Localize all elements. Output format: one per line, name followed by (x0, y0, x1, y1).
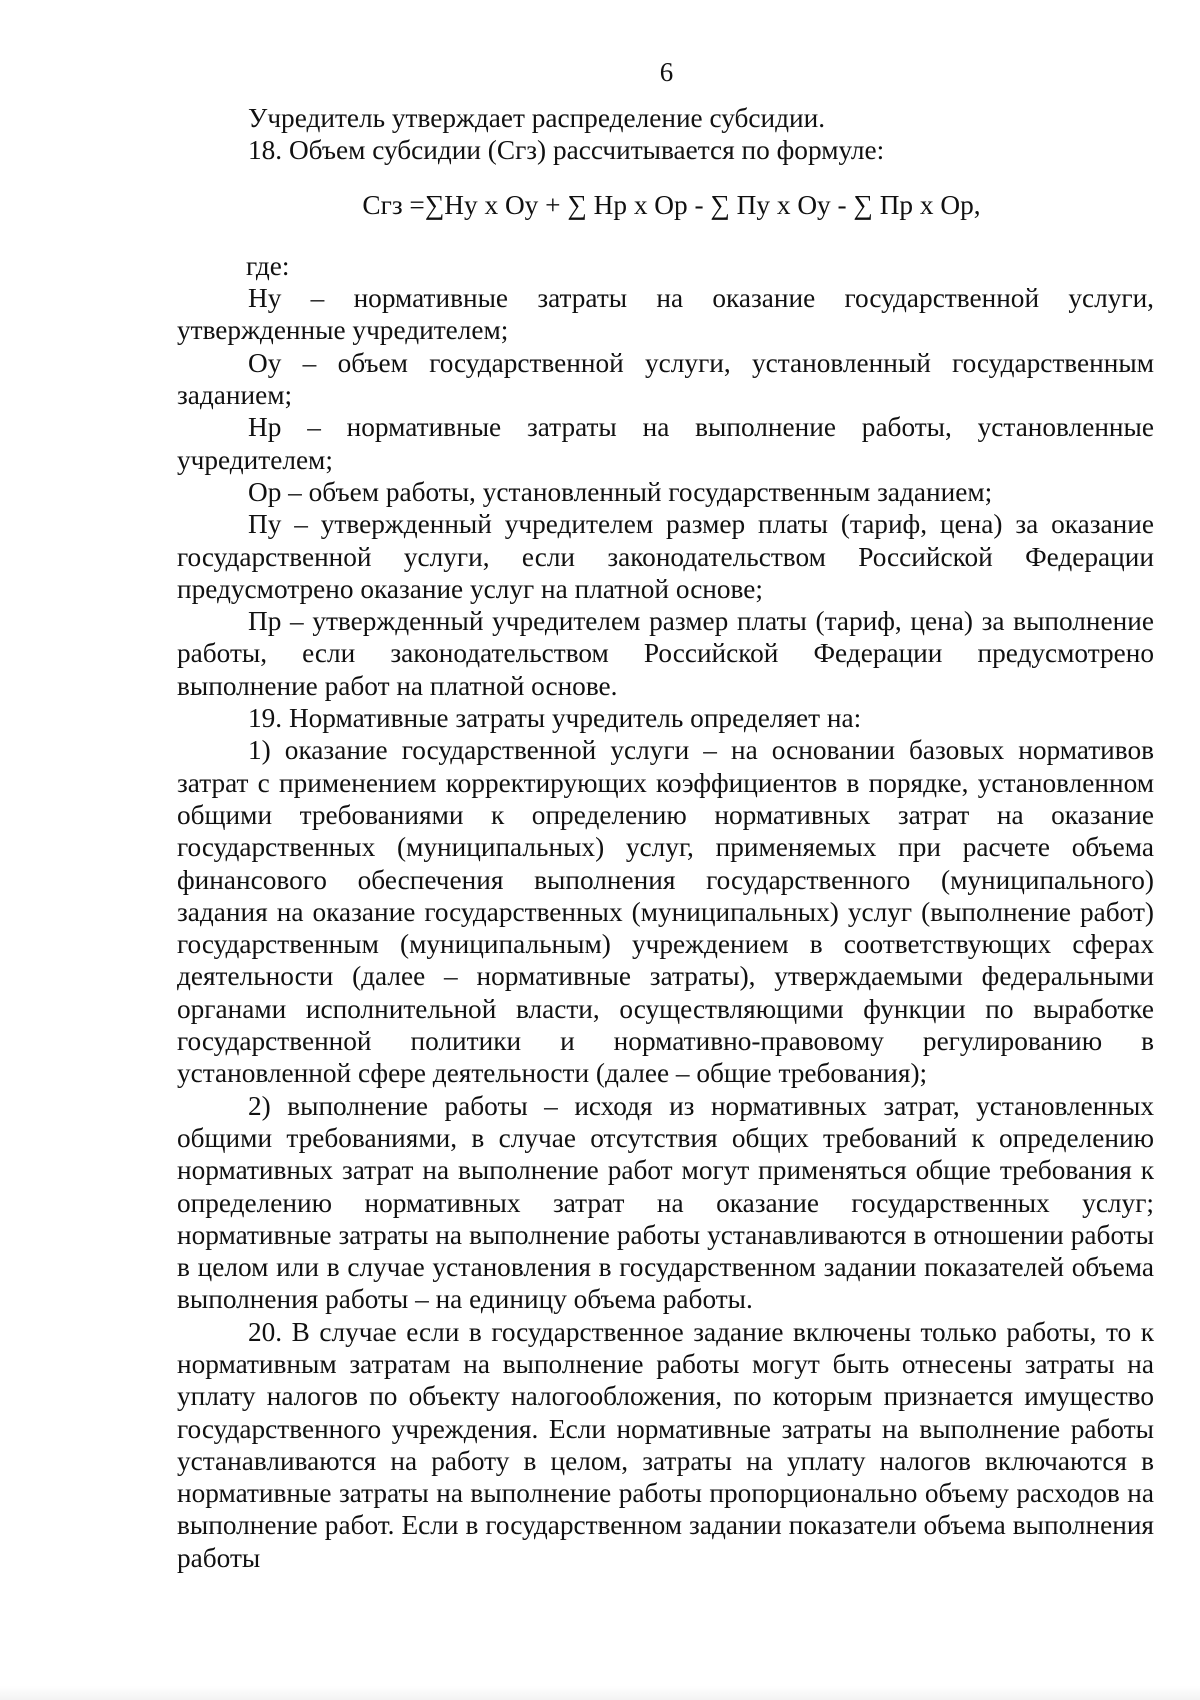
paragraph-19-item-2: 2) выполнение работы – исходя из нормативных затрат, установленных общими требованиями, в случае отсутствия общих требований к определению нормативных затрат на выполнение работ могут применяться общие требования к определению нормативных затрат на оказание государственных услуг; нормативные затраты на выполнение работы устанавливаются в отношении работы в целом или в случае установления в государственном задании показателей объема выполнения работы – на единицу объема работы. (177, 1090, 1154, 1315)
definition-or: Ор – объем работы, установленный государственным заданием; (248, 476, 993, 507)
definition-pu: Пу – утвержденный учредителем размер платы (тариф, цена) за оказание государственной услуги, если законодательством Российской Федерации предусмотрено оказание услуг на платной основе; (177, 509, 1154, 604)
definition-nr: Нр – нормативные затраты на выполнение работы, установленные учредителем; (177, 412, 1154, 475)
definition-nu: Ну – нормативные затраты на оказание государственной услуги, утвержденные учредителем; (177, 283, 1154, 346)
definition-ou: Оу – объем государственной услуги, установленный государственным заданием; (177, 347, 1154, 411)
page-number: 6 (659, 57, 674, 87)
document-body (177, 102, 1154, 1574)
definition-pr: Пр – утвержденный учредителем размер платы (тариф, цена) за выполнение работы, если законодательством Российской Федерации предусмотрено выполнение работ на платной основе. (177, 606, 1154, 701)
paragraph-19-item-1: 1) оказание государственной услуги – на основании базовых нормативов затрат с применением корректирующих коэффициентов в порядке, установленном общими требованиями к определению нормативных затрат на оказание государственных (муниципальных) услуг, применяемых при расчете объема финансового обеспечения выполнения государственного (муниципального) задания на оказание государственных (муниципальных) услуг (выполнение работ) государственным (муниципальным) учреждением в соответствующих сферах деятельности (далее – нормативные затраты), утверждаемыми федеральными органами исполнительной власти, осуществляющими функции по выработке государственной политики и нормативно-правовому регулированию в установленной сфере деятельности (далее – общие требования); (177, 735, 1154, 1089)
paragraph-20: 20. В случае если в государственное задание включены только работы, то к нормативным затратам на выполнение работы могут быть отнесены затраты на уплату налогов по объекту налогообложения, по которым признается имущество государственного учреждения. Если нормативные затраты на выполнение работы устанавливаются на работу в целом, затраты на уплату налогов включаются в нормативные затраты на выполнение работы пропорционально объему расходов на выполнение работ. Если в государственном задании показатели объема выполнения работы (177, 1316, 1154, 1573)
formula-where-label: где: (246, 250, 290, 281)
paragraph-18: 18. Объем субсидии (Сгз) рассчитывается по формуле: (248, 135, 885, 166)
paragraph-approval: Учредитель утверждает распределение субсидии. (248, 103, 826, 133)
paragraph-19: 19. Нормативные затраты учредитель определяет на: (248, 703, 862, 734)
subsidy-formula: Сгз =∑Ну х Оу + ∑ Нр х Ор - ∑ Пу х Оу - ∑ Пр х Ор, (362, 189, 981, 220)
scan-bottom-edge (0, 1686, 1200, 1700)
